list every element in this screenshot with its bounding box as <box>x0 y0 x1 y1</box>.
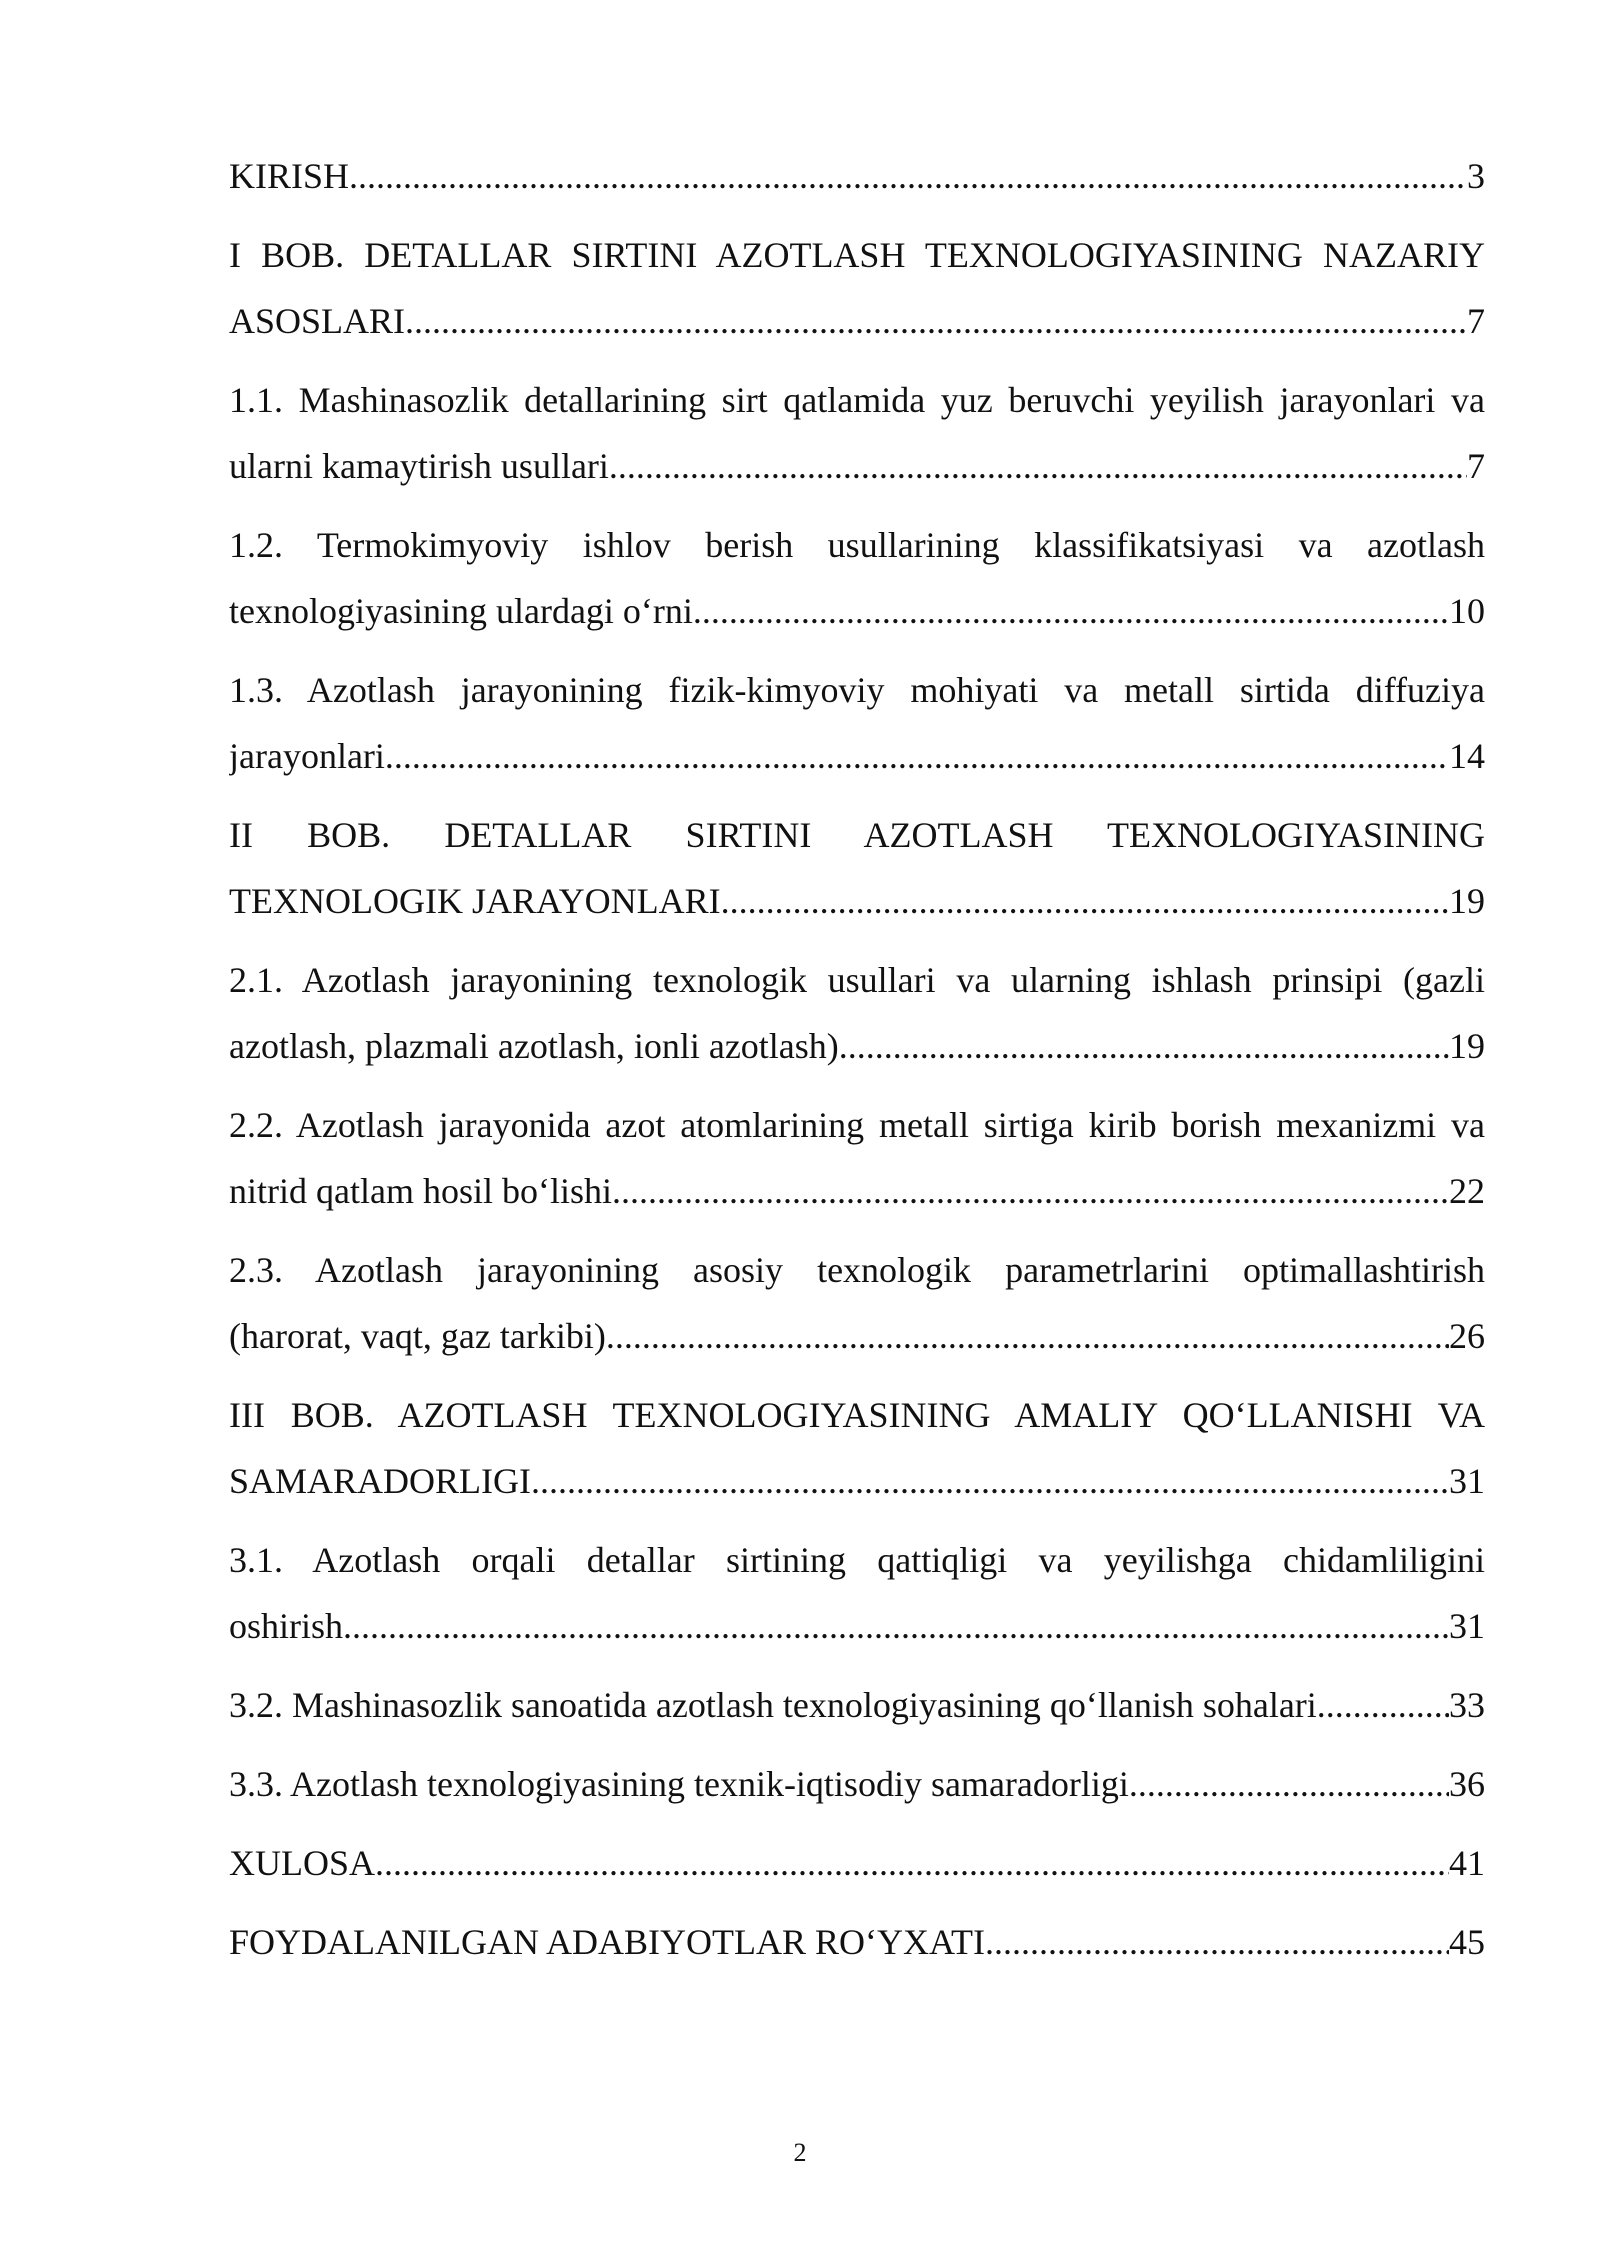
toc-entry[interactable] <box>229 1527 1485 1659</box>
toc-entry-title-line: III BOB. AZOTLASH TEXNOLOGIYASINING AMALIY QO‘LLANISHI VA <box>229 1395 1485 1435</box>
toc-entry-title-line: 2.1. Azotlash jarayonining texnologik usullari va ularning ishlash prinsipi (gazli <box>229 960 1485 1000</box>
toc-entry-title: XULOSA <box>229 1843 376 1883</box>
toc-entry[interactable] <box>229 1751 1485 1817</box>
toc-entry-leader-line <box>229 1672 1485 1738</box>
dot-leader <box>531 1448 1449 1514</box>
toc-entry-leader-line <box>229 868 1485 934</box>
toc-entry-page-number: 36 <box>1449 1764 1485 1804</box>
toc-entry-page-number: 14 <box>1449 736 1485 776</box>
page-number: 2 <box>793 2138 807 2167</box>
toc-entry-title: jarayonlari <box>229 736 385 776</box>
toc-entry[interactable] <box>229 222 1485 354</box>
toc-entry[interactable] <box>229 1092 1485 1224</box>
toc-entry-title: SAMARADORLIGI <box>229 1461 532 1501</box>
toc-entry-leader-line <box>229 1448 1485 1514</box>
toc-entry[interactable] <box>229 1382 1485 1514</box>
toc-entry-title: ASOSLARI <box>229 301 406 341</box>
toc-entry-leader-line <box>229 1593 1485 1659</box>
dot-leader <box>721 868 1449 934</box>
dot-leader <box>385 723 1449 789</box>
toc-entry-title: 3.3. Azotlash texnologiyasining texnik-iqtisodiy samaradorligi <box>229 1764 1129 1804</box>
toc-entry[interactable] <box>229 367 1485 499</box>
table-of-contents <box>229 143 1485 1988</box>
dot-leader <box>375 1830 1449 1896</box>
toc-entry-page-number: 19 <box>1449 1026 1485 1066</box>
dot-leader <box>609 433 1467 499</box>
dot-leader <box>405 288 1467 354</box>
toc-entry-page-number: 7 <box>1467 446 1485 486</box>
dot-leader <box>349 143 1467 209</box>
toc-entry-title-line: 1.2. Termokimyoviy ishlov berish usullarining klassifikatsiyasi va azotlash <box>229 525 1485 565</box>
toc-entry-title: FOYDALANILGAN ADABIYOTLAR RO‘YXATI <box>229 1922 985 1962</box>
toc-entry-page-number: 45 <box>1449 1922 1485 1962</box>
toc-entry-page-number: 3 <box>1467 156 1485 196</box>
toc-entry-title: azotlash, plazmali azotlash, ionli azotlash) <box>229 1026 839 1066</box>
toc-entry-leader-line <box>229 1830 1485 1896</box>
toc-entry-title-line: 3.1. Azotlash orqali detallar sirtining qattiqligi va yeyilishga chidamliligini <box>229 1540 1485 1580</box>
dot-leader <box>343 1593 1449 1659</box>
toc-entry-page-number: 41 <box>1449 1843 1485 1883</box>
toc-entry-leader-line <box>229 1751 1485 1817</box>
toc-entry-page-number: 33 <box>1449 1685 1485 1725</box>
toc-entry-page-number: 22 <box>1449 1171 1485 1211</box>
toc-entry-leader-line <box>229 1909 1485 1975</box>
toc-entry[interactable] <box>229 512 1485 644</box>
toc-entry-title: TEXNOLOGIK JARAYONLARI <box>229 881 721 921</box>
toc-entry-title-line: 1.3. Azotlash jarayonining fizik-kimyoviy mohiyati va metall sirtida diffuziya <box>229 670 1485 710</box>
toc-entry-leader-line <box>229 288 1485 354</box>
toc-entry[interactable] <box>229 947 1485 1079</box>
toc-entry-title-line: II BOB. DETALLAR SIRTINI AZOTLASH TEXNOLOGIYASINING <box>229 815 1485 855</box>
toc-entry-leader-line <box>229 143 1485 209</box>
toc-entry-page-number: 7 <box>1467 301 1485 341</box>
toc-entry-leader-line <box>229 1158 1485 1224</box>
toc-entry-page-number: 31 <box>1449 1461 1485 1501</box>
dot-leader <box>985 1909 1449 1975</box>
dot-leader <box>612 1158 1449 1224</box>
toc-entry-leader-line <box>229 578 1485 644</box>
toc-entry[interactable] <box>229 1909 1485 1975</box>
toc-entry[interactable] <box>229 1830 1485 1896</box>
toc-entry-title: texnologiyasining ulardagi o‘rni <box>229 591 693 631</box>
toc-entry[interactable] <box>229 1237 1485 1369</box>
toc-entry[interactable] <box>229 802 1485 934</box>
toc-entry-title: KIRISH <box>229 156 350 196</box>
toc-entry-title: 3.2. Mashinasozlik sanoatida azotlash texnologiyasining qo‘llanish sohalari <box>229 1685 1317 1725</box>
toc-entry-title-line: I BOB. DETALLAR SIRTINI AZOTLASH TEXNOLOGIYASINING NAZARIY <box>229 235 1485 275</box>
dot-leader <box>839 1013 1449 1079</box>
toc-entry-title: ularni kamaytirish usullari <box>229 446 609 486</box>
toc-entry[interactable] <box>229 143 1485 209</box>
toc-entry-leader-line <box>229 433 1485 499</box>
dot-leader <box>1129 1751 1449 1817</box>
toc-entry-title-line: 2.3. Azotlash jarayonining asosiy texnologik parametrlarini optimallashtirish <box>229 1250 1485 1290</box>
toc-entry-page-number: 26 <box>1449 1316 1485 1356</box>
toc-entry-title: nitrid qatlam hosil bo‘lishi <box>229 1171 612 1211</box>
toc-entry-leader-line <box>229 723 1485 789</box>
toc-entry-page-number: 10 <box>1449 591 1485 631</box>
dot-leader <box>693 578 1449 644</box>
toc-entry-title: oshirish <box>229 1606 344 1646</box>
dot-leader <box>606 1303 1449 1369</box>
toc-entry-leader-line <box>229 1013 1485 1079</box>
toc-entry-title-line: 1.1. Mashinasozlik detallarining sirt qatlamida yuz beruvchi yeyilish jarayonlari va <box>229 380 1485 420</box>
toc-entry-page-number: 31 <box>1449 1606 1485 1646</box>
dot-leader <box>1317 1672 1449 1738</box>
toc-entry-page-number: 19 <box>1449 881 1485 921</box>
toc-entry[interactable] <box>229 657 1485 789</box>
toc-entry-leader-line <box>229 1303 1485 1369</box>
toc-entry[interactable] <box>229 1672 1485 1738</box>
toc-entry-title-line: 2.2. Azotlash jarayonida azot atomlarining metall sirtiga kirib borish mexanizmi va <box>229 1105 1485 1145</box>
toc-entry-title: (harorat, vaqt, gaz tarkibi) <box>229 1316 606 1356</box>
